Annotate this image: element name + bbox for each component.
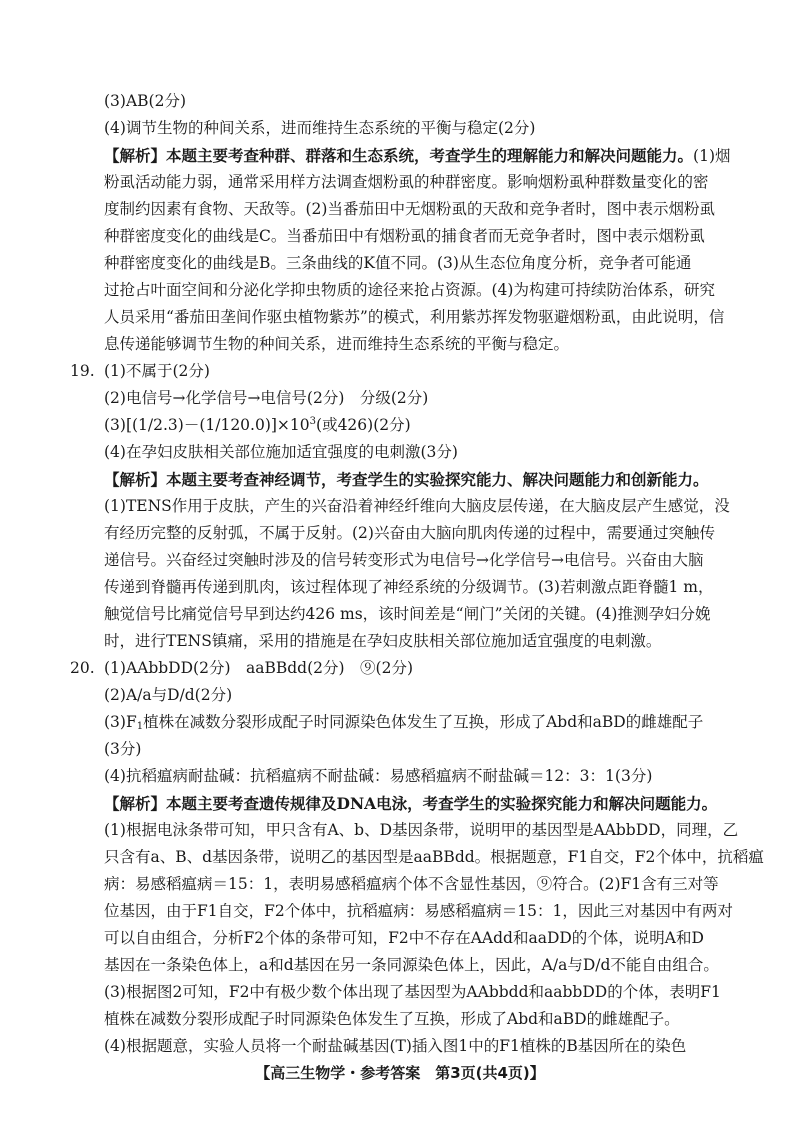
q20-answer-3: $(3)F_1$植株在减数分裂形成配子时同源染色体发生了互换，形成了Abd和aBD的雌雄配子 — [104, 713, 704, 732]
q18-analysis-line: 息传递能够调节生物的种间关系，进而维持生态系统的平衡与稳定。 — [104, 335, 570, 353]
q18-analysis-line: 种群密度变化的曲线是C。当番茄田中有烟粉虱的捕食者而无竞争者时，图中表示烟粉虱 — [104, 227, 705, 245]
q19-analysis-line: 递信号。兴奋经过突触时涉及的信号转变形式为电信号→化学信号→电信号。兴奋由大脑 — [104, 551, 704, 569]
q19-analysis-line: (1)TENS作用于皮肤，产生的兴奋沿着神经纤维向大脑皮层传递，在大脑皮层产生感觉，没 — [104, 497, 730, 515]
q18-analysis-line: 度制约因素有食物、天敌等。(2)当番茄田中无烟粉虱的天敌和竞争者时，图中表示烟粉虱 — [104, 200, 715, 218]
q18-answer-3: (3)AB(2分) — [104, 92, 186, 110]
answer-content — [70, 88, 764, 1060]
analysis-tag: 【解析】 — [104, 794, 167, 813]
q18-analysis-line: 人员采用“番茄田垄间作驱虫植物紫苏”的模式，利用紫苏挥发物驱避烟粉虱，由此说明，信 — [104, 308, 725, 326]
q18-analysis-line: 过抢占叶面空间和分泌化学抑虫物质的途径来抢占资源。(4)为构建可持续防治体系，研究 — [104, 281, 715, 299]
q19-analysis-line: 传递到脊髓再传递到肌肉，该过程体现了神经系统的分级调节。(3)若刺激点距脊髓1 m， — [104, 578, 714, 596]
q19-analysis-line: 触觉信号比痛觉信号早到达约426 ms，该时间差是“闸门”关闭的关键。(4)推测孕妇分娩 — [104, 605, 711, 623]
q18-analysis-line: 粉虱活动能力弱，通常采用样方法调查烟粉虱的种群密度。影响烟粉虱种群数量变化的密 — [104, 173, 709, 191]
analysis-tag: 【解析】 — [104, 146, 167, 165]
q19-answer-1: 19. (1)不属于(2分) — [70, 358, 730, 385]
q20-analysis-line: (3)根据图2可知，F2中有极少数个体出现了基因型为AAbbdd和aabbDD的个体，表明F1 — [104, 983, 721, 1001]
analysis-tag: 【解析】 — [104, 470, 167, 489]
q19-answer-2: (2)电信号→化学信号→电信号(2分) 分级(2分) — [104, 389, 429, 407]
q20-analysis-line: 可以自由组合，分析F2个体的条带可知，F2中不存在AAdd和aaDD的个体，说明A和D — [104, 929, 704, 947]
analysis-intro: 本题主要考查神经调节，考查学生的实验探究能力、解决问题能力和创新能力。 — [166, 470, 709, 489]
q18-analysis-line — [70, 142, 730, 169]
q19-answer-4: (4)在孕妇皮肤相关部位施加适宜强度的电刺激(3分) — [104, 443, 458, 461]
q20-analysis-line: (4)根据题意，实验人员将一个耐盐碱基因(T)插入图1中的F1植株的B基因所在的染色 — [104, 1037, 687, 1055]
q19-analysis-line: 时，进行TENS镇痛，采用的措施是在孕妇皮肤相关部位施加适宜强度的电刺激。 — [104, 632, 662, 650]
q20-analysis-line: 只含有a、B、d基因条带，说明乙的基因型是aaBBdd。根据题意，F1自交，F2个体中，抗稻瘟 — [104, 848, 764, 866]
q20-answer-3-cont: (3分) — [104, 740, 142, 758]
q19-analysis-line: 有经历完整的反射弧，不属于反射。(2)兴奋由大脑向肌肉传递的过程中，需要通过突触传 — [104, 524, 715, 542]
q18-answer-4: (4)调节生物的种间关系，进而维持生态系统的平衡与稳定(2分) — [104, 119, 536, 137]
q20-analysis-line: 位基因，由于F1自交，F2个体中，抗稻瘟病：易感稻瘟病＝15：1，因此三对基因中有两对 — [104, 902, 733, 920]
question-number: 19. — [70, 362, 95, 380]
q20-answer-2: (2)A/a与D/d(2分) — [104, 686, 233, 704]
q18-analysis-line: 种群密度变化的曲线是B。三条曲线的K值不同。(3)从生态位角度分析，竞争者可能通 — [104, 254, 692, 272]
analysis-intro: 本题主要考查遗传规律及DNA电泳，考查学生的实验探究能力和解决问题能力。 — [166, 794, 718, 813]
q19-answer-3: $(3)[(1/2.3)-(1/120.0)]\times 10^3$(或426)(2分) — [104, 416, 411, 434]
q20-analysis-line: 基因在一条染色体上，a和d基因在另一条同源染色体上，因此，A/a与D/d不能自由组合。 — [104, 956, 719, 974]
q20-analysis-line: 病：易感稻瘟病＝15：1，表明易感稻瘟病个体不含显性基因，⑨符合。(2)F1含有三对等 — [104, 875, 719, 893]
q20-analysis-header — [70, 790, 730, 817]
analysis-intro: 本题主要考查种群、群落和生态系统，考查学生的理解能力和解决问题能力。 — [166, 146, 694, 165]
q20-answer-4: (4)抗稻瘟病耐盐碱：抗稻瘟病不耐盐碱：易感稻瘟病不耐盐碱＝12：3：1(3分) — [104, 767, 653, 785]
q20-analysis-line: 植株在减数分裂形成配子时同源染色体发生了互换，形成了Abd和aBD的雌雄配子。 — [104, 1010, 680, 1028]
page-footer: 【高三生物学・参考答案 第3页(共4页)】 — [255, 1064, 545, 1082]
question-number: 20. — [70, 659, 95, 677]
q20-answer-1: 20. (1)AAbbDD(2分) aaBBdd(2分) ⑨(2分) — [70, 655, 730, 682]
q20-analysis-line: (1)根据电泳条带可知，甲只含有A、b、D基因条带，说明甲的基因型是AAbbDD，同理，乙 — [104, 821, 739, 839]
analysis-text: (1)烟 — [693, 147, 731, 165]
q19-analysis-header — [70, 466, 730, 493]
